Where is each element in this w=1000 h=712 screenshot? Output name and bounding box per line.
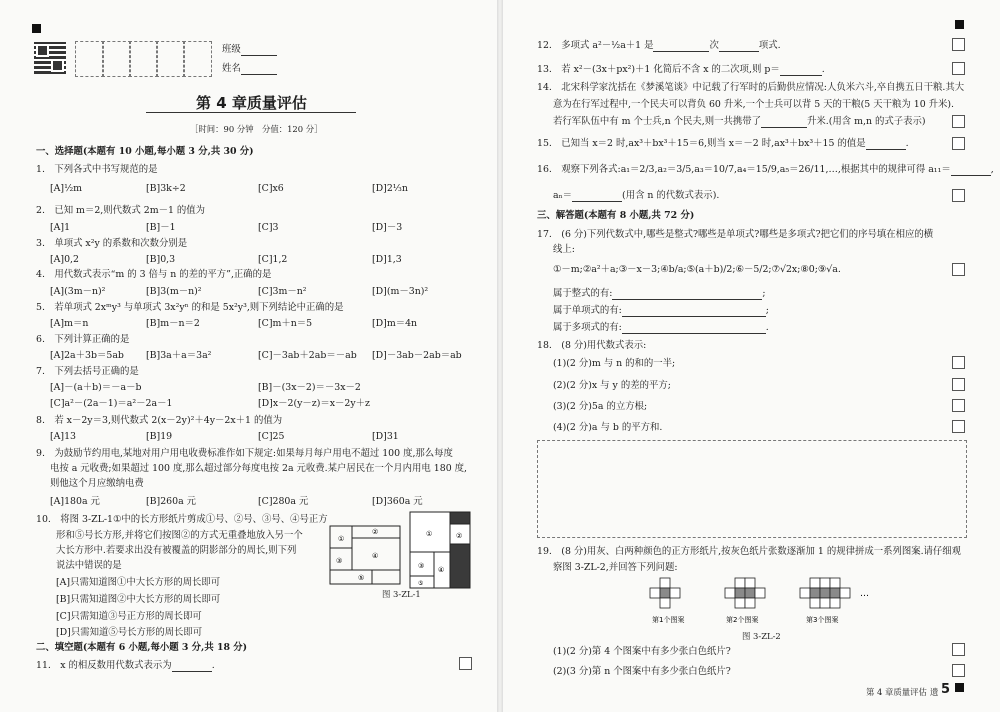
name-blank[interactable] bbox=[241, 64, 277, 75]
q13-line: 13. 若 x²－(3x＋px²)＋1 化简后不含 x 的二次项,则 p＝ . bbox=[537, 64, 825, 75]
footer-page-prefix: 遗 bbox=[930, 687, 939, 697]
q17-polynomial-line: 属于多项式的有: . bbox=[553, 322, 769, 333]
pattern-2 bbox=[725, 578, 765, 608]
q18-answer-area[interactable] bbox=[537, 440, 967, 538]
fig2-label-5: ⑤ bbox=[418, 580, 424, 587]
corner-mark bbox=[955, 20, 964, 29]
fig-caption-3-zl-2: 图 3-ZL-2 bbox=[742, 631, 781, 641]
q6-option-b[interactable]: [B]3a＋a＝3a² bbox=[146, 350, 212, 361]
fig2-label-3: ③ bbox=[418, 562, 425, 570]
fig2-label-1: ① bbox=[426, 530, 433, 538]
q7-option-a[interactable]: [A]－(a＋b)＝－a－b bbox=[50, 382, 142, 393]
q11-checkbox[interactable] bbox=[459, 657, 472, 670]
q7-option-c[interactable]: [C]a²－(2a－1)＝a²－2a－1 bbox=[50, 398, 173, 409]
q10-line4: 说法中错误的是 bbox=[56, 560, 122, 571]
q8-stem: 8. 若 x－2y＝3,则代数式 2(x－2y)²＋4y－2x＋1 的值为 bbox=[36, 415, 283, 426]
q10-option-a[interactable]: [A]只需知道图①中大长方形的周长即可 bbox=[56, 577, 221, 588]
q19-part1: (1)(2 分)第 4 个图案中有多少张白色纸片? bbox=[553, 646, 731, 657]
q18-part2-checkbox[interactable] bbox=[952, 378, 965, 391]
fig1-label-3: ③ bbox=[336, 557, 343, 565]
q5-option-c[interactable]: [C]m＋n＝5 bbox=[258, 318, 313, 329]
q8-option-d[interactable]: [D]31 bbox=[372, 431, 399, 442]
q3-option-b[interactable]: [B]0,3 bbox=[146, 254, 176, 265]
q17-monomial-blank[interactable] bbox=[622, 306, 766, 317]
q18-part3-checkbox[interactable] bbox=[952, 399, 965, 412]
q18-part2: (2)(2 分)x 与 y 的差的平方; bbox=[553, 380, 671, 391]
q4-option-d[interactable]: [D](m－3n)² bbox=[372, 286, 429, 297]
pattern-2-label: 第2个图案 bbox=[726, 616, 759, 624]
q9-option-d[interactable]: [D]360a 元 bbox=[372, 496, 423, 507]
figure-3-zl-2 bbox=[640, 576, 880, 638]
exam-meta: ［时间：90 分钟 分值：120 分］ bbox=[190, 124, 323, 134]
q8-option-b[interactable]: [B]19 bbox=[146, 431, 173, 442]
q18-part1: (1)(2 分)m 与 n 的和的一半; bbox=[553, 358, 676, 369]
q5-option-a[interactable]: [A]m＝n bbox=[50, 318, 89, 329]
q11-line: 11. x 的相反数用代数式表示为 . bbox=[36, 660, 215, 671]
q1-option-d[interactable]: [D]2⅓n bbox=[372, 183, 408, 194]
id-box[interactable] bbox=[183, 41, 212, 77]
q17-polynomial-blank[interactable] bbox=[622, 323, 766, 334]
pattern-3-label: 第3个图案 bbox=[806, 616, 839, 624]
fig1-label-1: ① bbox=[338, 535, 345, 543]
id-box[interactable] bbox=[75, 41, 104, 77]
page-title: 第 4 章质量评估 bbox=[196, 94, 307, 112]
title-rule bbox=[146, 112, 356, 113]
q15-blank[interactable] bbox=[866, 139, 906, 150]
q5-stem: 5. 若单项式 2xᵐy³ 与单项式 3x²yⁿ 的和是 5x²y³,则下列结论中正确的是 bbox=[36, 302, 344, 313]
q19-part2: (2)(3 分)第 n 个图案中有多少张白色纸片? bbox=[553, 666, 731, 677]
fig1-label-4: ④ bbox=[372, 552, 379, 560]
q16-blank-2[interactable] bbox=[572, 191, 622, 202]
fig1-label-2: ② bbox=[372, 528, 379, 536]
q8-option-c[interactable]: [C]25 bbox=[258, 431, 285, 442]
figure-3-zl-1 bbox=[322, 508, 474, 598]
q3-option-a[interactable]: [A]0,2 bbox=[50, 254, 79, 265]
q6-option-a[interactable]: [A]2a＋3b＝5ab bbox=[50, 350, 124, 361]
footer-label: 第 4 章质量评估 bbox=[866, 687, 927, 697]
q12-checkbox[interactable] bbox=[952, 38, 965, 51]
q4-option-b[interactable]: [B]3(m－n)² bbox=[146, 286, 202, 297]
q10-option-c[interactable]: [C]只需知道③号正方形的周长即可 bbox=[56, 611, 202, 622]
q10-line1: 10. 将图 3-ZL-1①中的长方形纸片剪成①号、②号、③号、④号正方 bbox=[36, 514, 328, 525]
q4-option-a[interactable]: [A](3m－n)² bbox=[50, 286, 106, 297]
q9-option-c[interactable]: [C]280a 元 bbox=[258, 496, 309, 507]
class-blank[interactable] bbox=[241, 45, 277, 56]
q7-option-d[interactable]: [D]x－2(y－z)＝x－2y＋z bbox=[258, 398, 370, 409]
corner-mark bbox=[32, 24, 41, 33]
q1-stem: 1. 下列各式中书写规范的是 bbox=[36, 164, 158, 175]
q14-blank[interactable] bbox=[761, 117, 807, 128]
page-gutter bbox=[497, 0, 503, 712]
q17-line1: 17. (6 分)下列代数式中,哪些是整式?哪些是单项式?哪些是多项式?把它们的序号填在相应的横 bbox=[537, 229, 934, 240]
q8-option-a[interactable]: [A]13 bbox=[50, 431, 77, 442]
q1-option-b[interactable]: [B]3k÷2 bbox=[146, 183, 186, 194]
q10-option-b[interactable]: [B]只需知道图②中大长方形的周长即可 bbox=[56, 594, 221, 605]
q17-expressions: ①－m;②a²＋a;③－x－3;④b/a;⑤(a＋b)/2;⑥－5/2;⑦√2x;⑧0;⑨√a. bbox=[553, 264, 841, 275]
q9-line1: 9. 为鼓励节约用电,某地对用户用电收费标准作如下规定:如果每月每户用电不超过 100 度,那么每度 bbox=[36, 448, 453, 459]
class-label: 班级 bbox=[222, 44, 277, 56]
q17-integer-line: 属于整式的有: ; bbox=[553, 288, 766, 299]
pattern-1 bbox=[650, 578, 680, 608]
corner-mark bbox=[955, 683, 964, 692]
q9-line2: 电按 a 元收费;如果超过 100 度,那么超过部分每度电按 2a 元收费.某户居民在一个月内用电 180 度, bbox=[50, 463, 467, 474]
q6-option-d[interactable]: [D]－3ab－2ab＝ab bbox=[372, 350, 462, 361]
q18-part1-checkbox[interactable] bbox=[952, 356, 965, 369]
q17-checkbox[interactable] bbox=[952, 263, 965, 276]
q3-stem: 3. 单项式 x²y 的系数和次数分别是 bbox=[36, 238, 188, 249]
q12-line: 12. 多项式 a²－½a＋1 是 次 项式. bbox=[537, 40, 781, 51]
q2-option-b[interactable]: [B]－1 bbox=[146, 222, 176, 233]
section1-heading: 一、选择题(本题有 10 小题,每小题 3 分,共 30 分) bbox=[36, 146, 254, 157]
q19-line2: 察图 3-ZL-2,并回答下列问题: bbox=[553, 562, 678, 573]
q2-option-a[interactable]: [A]1 bbox=[50, 222, 71, 233]
qr-code-icon bbox=[34, 42, 66, 74]
q18-part4: (4)(2 分)a 与 b 的平方和. bbox=[553, 422, 663, 433]
fig2-label-4: ④ bbox=[438, 566, 445, 574]
id-box[interactable] bbox=[102, 41, 131, 77]
q11-blank[interactable] bbox=[172, 661, 212, 672]
q9-line3: 则他这个月应缴纳电费 bbox=[50, 478, 144, 489]
q2-option-d[interactable]: [D]－3 bbox=[372, 222, 403, 233]
q19-line1: 19. (8 分)用灰、白两种颜色的正方形纸片,按灰色纸片张数逐渐加 1 的规律拼成一系列图案.请仔细观 bbox=[537, 546, 962, 557]
q18-part4-checkbox[interactable] bbox=[952, 420, 965, 433]
section2-heading: 二、填空题(本题有 6 小题,每小题 3 分,共 18 分) bbox=[36, 642, 248, 653]
q10-option-d[interactable]: [D]只需知道⑤号长方形的周长即可 bbox=[56, 627, 203, 638]
q19-part2-checkbox[interactable] bbox=[952, 664, 965, 677]
q13-checkbox[interactable] bbox=[952, 62, 965, 75]
q7-option-b[interactable]: [B]－(3x－2)＝－3x－2 bbox=[258, 382, 361, 393]
id-box[interactable] bbox=[129, 41, 158, 77]
name-label: 姓名 bbox=[222, 63, 277, 75]
q1-option-c[interactable]: [C]x6 bbox=[258, 183, 284, 194]
q17-line2: 线上: bbox=[553, 244, 575, 255]
q4-option-c[interactable]: [C]3m－n² bbox=[258, 286, 307, 297]
q16-line1: 16. 观察下列各式:a₁＝2/3,a₂＝3/5,a₃＝10/7,a₄＝15/9,a₅＝26/11,…,根据其中的规律可得 a₁₁＝ , bbox=[537, 164, 994, 175]
q6-option-c[interactable]: [C]－3ab＋2ab＝－ab bbox=[258, 350, 357, 361]
pattern-1-label: 第1个图案 bbox=[652, 616, 685, 624]
q16-checkbox[interactable] bbox=[952, 189, 965, 202]
q5-option-d[interactable]: [D]m＝4n bbox=[372, 318, 418, 329]
pattern-ellipsis: … bbox=[860, 589, 869, 599]
q2-option-c[interactable]: [C]3 bbox=[258, 222, 279, 233]
q18-part3: (3)(2 分)5a 的立方根; bbox=[553, 401, 648, 412]
q7-stem: 7. 下列去括号正确的是 bbox=[36, 366, 139, 377]
q3-option-c[interactable]: [C]1,2 bbox=[258, 254, 288, 265]
q12-blank-1[interactable] bbox=[653, 41, 709, 52]
fig1-label-5: ⑤ bbox=[358, 574, 365, 582]
q6-stem: 6. 下列计算正确的是 bbox=[36, 334, 130, 345]
q9-option-b[interactable]: [B]260a 元 bbox=[146, 496, 197, 507]
pattern-3 bbox=[800, 578, 850, 608]
q18-stem: 18. (8 分)用代数式表示: bbox=[537, 340, 647, 351]
q15-checkbox[interactable] bbox=[952, 137, 965, 150]
page-number: 5 bbox=[941, 682, 951, 697]
q5-option-b[interactable]: [B]m－n＝2 bbox=[146, 318, 200, 329]
q19-part1-checkbox[interactable] bbox=[952, 643, 965, 656]
q4-stem: 4. 用代数式表示“m 的 3 倍与 n 的差的平方”,正确的是 bbox=[36, 269, 272, 280]
q14-line1: 14. 北宋科学家沈括在《梦溪笔谈》中记载了行军时的后勤供应情况:人负米六斗,卒自携五日干粮.其大 bbox=[537, 82, 965, 93]
q15-line: 15. 已知当 x＝2 时,ax³＋bx³＋15＝6,则当 x＝－2 时,ax³＋bx³＋15 的值是 . bbox=[537, 138, 909, 149]
q2-stem: 2. 已知 m＝2,则代数式 2m－1 的值为 bbox=[36, 205, 206, 216]
q17-monomial-line: 属于单项式的有: ; bbox=[553, 305, 769, 316]
fig2-label-2: ② bbox=[456, 532, 463, 540]
q17-integer-blank[interactable] bbox=[612, 289, 762, 300]
q14-checkbox[interactable] bbox=[952, 115, 965, 128]
q14-line3: 若行军队伍中有 m 个士兵,n 个民夫,则一共携带了 升米.(用含 m,n 的式子表示) bbox=[553, 116, 926, 127]
q9-option-a[interactable]: [A]180a 元 bbox=[50, 496, 100, 507]
q12-blank-2[interactable] bbox=[719, 41, 759, 52]
q3-option-d[interactable]: [D]1,3 bbox=[372, 254, 402, 265]
q16-line2: aₙ＝ (用含 n 的代数式表示). bbox=[553, 190, 720, 201]
q16-blank-1[interactable] bbox=[951, 165, 991, 176]
q13-blank[interactable] bbox=[780, 65, 822, 76]
section3-heading: 三、解答题(本题有 8 小题,共 72 分) bbox=[537, 210, 695, 221]
q14-line2: 意为在行军过程中,一个民夫可以背负 60 升米,一个士兵可以背 5 天的干粮(5 天干粮为 10 升米). bbox=[553, 99, 955, 110]
id-box[interactable] bbox=[156, 41, 185, 77]
fig-caption-3-zl-1: 图 3-ZL-1 bbox=[382, 589, 421, 599]
q1-option-a[interactable]: [A]½m bbox=[50, 183, 83, 194]
q10-line2: 形和⑤号长方形,并将它们按图②的方式无重叠地放入另一个 bbox=[56, 530, 303, 541]
q10-line3: 大长方形中.若要求出没有被覆盖的阴影部分的周长,则下列 bbox=[56, 545, 297, 556]
